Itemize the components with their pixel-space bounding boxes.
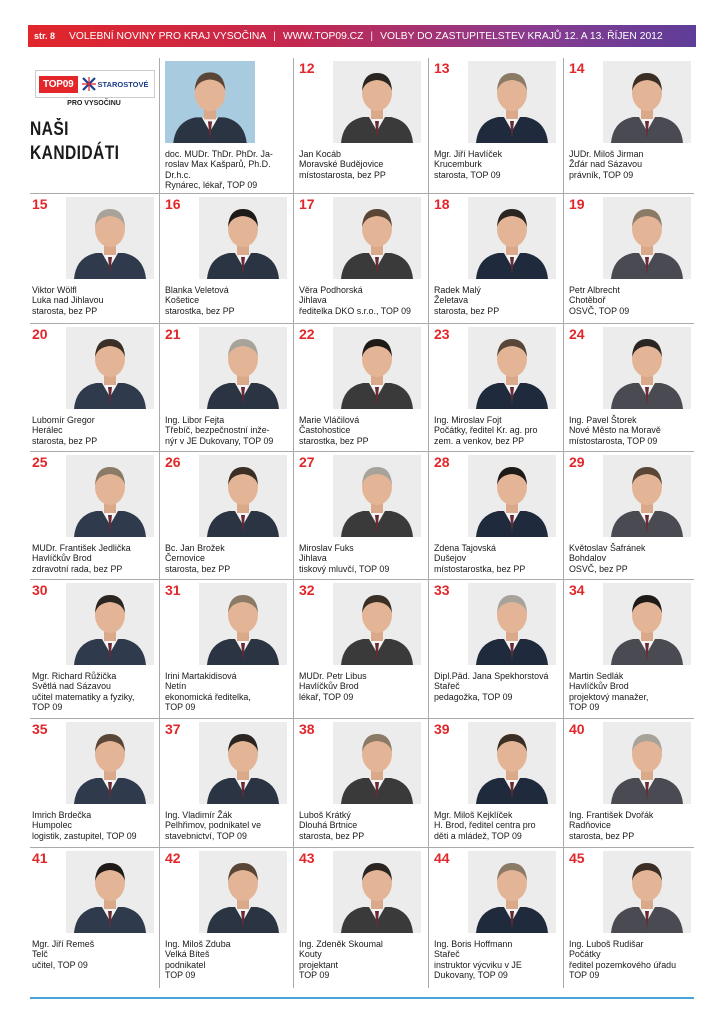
candidate-town: H. Brod, ředitel centra pro — [434, 820, 536, 831]
candidate-number: 18 — [434, 196, 450, 212]
candidate-photo — [468, 327, 556, 409]
candidate-photo — [333, 197, 421, 279]
candidate-card — [297, 851, 429, 981]
candidate-photo — [603, 851, 691, 933]
portrait-icon — [333, 455, 421, 537]
candidate-photo — [199, 455, 287, 537]
portrait-icon — [468, 327, 556, 409]
candidate-town: Radňovice — [569, 820, 611, 831]
candidate-occupation: právník, TOP 09 — [569, 169, 634, 180]
candidate-number: 15 — [32, 196, 48, 212]
candidate-occupation-cont: Rynárec, lékař, TOP 09 — [165, 180, 258, 191]
candidate-number: 13 — [434, 60, 450, 76]
candidate-number: 12 — [299, 60, 315, 76]
portrait-icon — [66, 722, 154, 804]
candidate-name: Ing. Luboš Rudišar — [569, 939, 644, 949]
page-number: str. 8 — [34, 31, 56, 41]
candidate-number: 38 — [299, 721, 315, 737]
candidate-occupation: starosta, bez PP — [569, 830, 635, 841]
portrait-icon — [603, 583, 691, 665]
candidate-name: Jan Kocáb — [299, 149, 341, 159]
candidate-card — [432, 61, 564, 191]
candidate-name: Mgr. Jiří Havlíček — [434, 149, 503, 159]
candidate-occupation: zdravotní rada, bez PP — [32, 563, 123, 574]
candidate-name: Petr Albrecht — [569, 285, 620, 295]
candidate-photo — [199, 722, 287, 804]
portrait-icon — [199, 455, 287, 537]
candidate-photo — [603, 197, 691, 279]
candidate-number: 45 — [569, 850, 585, 866]
candidate-town: Pelhřimov, podnikatel ve — [165, 820, 262, 831]
candidate-card — [163, 327, 295, 457]
page-title-line2: KANDIDÁTI — [30, 143, 120, 164]
candidate-town: Žďár nad Sázavou — [569, 159, 643, 170]
candidate-card — [432, 722, 564, 852]
candidate-name: Ing. Miloš Zduba — [165, 939, 231, 949]
candidate-occupation-cont: TOP 09 — [165, 702, 196, 713]
candidate-number: 42 — [165, 850, 181, 866]
candidate-photo — [468, 722, 556, 804]
candidate-name: Mgr. Richard Růžička — [32, 671, 117, 681]
candidate-photo — [603, 61, 691, 143]
candidate-occupation: Dr.h.c. — [165, 169, 191, 180]
candidate-info — [569, 415, 701, 446]
candidate-number: 19 — [569, 196, 585, 212]
candidate-number: 40 — [569, 721, 585, 737]
candidate-info — [32, 415, 164, 446]
candidate-town: Luka nad Jihlavou — [32, 295, 104, 306]
candidate-town: Humpolec — [32, 820, 72, 831]
candidate-name: Bc. Jan Brožek — [165, 543, 225, 553]
candidate-town: Bohdalov — [569, 553, 607, 564]
candidate-card — [30, 197, 162, 327]
candidate-name: MUDr. František Jedlička — [32, 543, 131, 553]
candidate-info — [434, 810, 566, 841]
candidate-card — [163, 197, 295, 327]
footer-rule — [30, 997, 694, 999]
candidate-number: 35 — [32, 721, 48, 737]
candidate-occupation: zem. a venkov, bez PP — [434, 435, 525, 446]
candidate-info — [434, 415, 566, 446]
candidate-card — [30, 851, 162, 981]
candidate-town: Černovice — [165, 553, 205, 564]
candidate-town: Počátky, ředitel Kr. ag. pro — [434, 425, 538, 436]
candidate-info — [434, 543, 566, 574]
candidate-name: doc. MUDr. ThDr. PhDr. Ja- — [165, 149, 273, 159]
candidate-card — [432, 851, 564, 981]
candidate-photo — [66, 327, 154, 409]
candidate-town: Košetice — [165, 295, 200, 306]
portrait-icon — [468, 61, 556, 143]
candidate-town: Počátky — [569, 949, 601, 960]
portrait-icon — [333, 722, 421, 804]
portrait-icon — [333, 327, 421, 409]
candidate-town: Velká Bíteš — [165, 949, 210, 960]
candidate-info — [32, 543, 164, 574]
candidate-info — [299, 939, 431, 981]
candidate-occupation: místostarosta, bez PP — [299, 169, 386, 180]
candidate-occupation: starostka, bez PP — [165, 305, 235, 316]
candidate-info — [569, 810, 701, 841]
candidate-info — [299, 810, 431, 841]
candidate-info — [32, 810, 164, 841]
candidate-town: Dušejov — [434, 553, 467, 564]
candidate-town: Chotěboř — [569, 295, 606, 306]
candidate-town: Kouty — [299, 949, 322, 960]
portrait-icon — [165, 61, 255, 143]
candidate-town: Častohostice — [299, 425, 351, 436]
candidate-name: Ing. František Dvořák — [569, 810, 654, 820]
candidate-photo — [603, 722, 691, 804]
candidate-occupation: starosta, bez PP — [299, 830, 365, 841]
candidate-number: 27 — [299, 454, 315, 470]
candidate-card — [432, 583, 564, 713]
candidate-town: Havlíčkův Brod — [299, 681, 359, 692]
candidate-photo — [199, 851, 287, 933]
candidate-town: Havlíčkův Brod — [32, 553, 92, 564]
candidate-photo — [468, 197, 556, 279]
candidate-name: Zdena Tajovská — [434, 543, 496, 553]
candidate-name: Ing. Libor Fejta — [165, 415, 225, 425]
candidate-card — [432, 197, 564, 327]
candidate-number: 39 — [434, 721, 450, 737]
candidate-card — [567, 722, 699, 852]
candidate-number: 28 — [434, 454, 450, 470]
candidate-occupation: starosta, bez PP — [32, 305, 98, 316]
candidate-occupation: instruktor výcviku v JE — [434, 959, 522, 970]
candidate-number: 16 — [165, 196, 181, 212]
candidate-number: 25 — [32, 454, 48, 470]
candidate-town: Stařeč — [434, 949, 460, 960]
candidate-number: 41 — [32, 850, 48, 866]
candidate-card — [297, 455, 429, 585]
candidate-card — [567, 455, 699, 585]
portrait-icon — [468, 197, 556, 279]
candidate-number: 23 — [434, 326, 450, 342]
candidate-name: Marie Vláčilová — [299, 415, 360, 425]
candidate-occupation: ekonomická ředitelka, — [165, 691, 251, 702]
candidate-card — [567, 61, 699, 191]
portrait-icon — [199, 327, 287, 409]
candidate-card — [567, 583, 699, 713]
candidate-occupation-cont: TOP 09 — [165, 970, 196, 981]
candidate-town: roslav Max Kašparů, Ph.D. — [165, 159, 271, 170]
candidate-info — [299, 149, 431, 180]
candidate-occupation: OSVČ, TOP 09 — [569, 305, 630, 316]
candidate-occupation-cont: TOP 09 — [569, 970, 600, 981]
candidate-occupation: starosta, bez PP — [165, 563, 231, 574]
candidate-photo — [603, 583, 691, 665]
candidate-info — [165, 415, 297, 446]
portrait-icon — [603, 61, 691, 143]
candidate-occupation: projektant — [299, 959, 338, 970]
row-divider — [30, 193, 694, 194]
candidate-occupation: tiskový mluvčí, TOP 09 — [299, 563, 390, 574]
candidate-name: Blanka Veletová — [165, 285, 229, 295]
candidate-number: 37 — [165, 721, 181, 737]
candidate-number: 22 — [299, 326, 315, 342]
candidate-card — [163, 455, 295, 585]
portrait-icon — [468, 455, 556, 537]
page-title — [30, 118, 119, 166]
candidate-name: MUDr. Petr Libus — [299, 671, 367, 681]
portrait-icon — [333, 851, 421, 933]
candidate-card — [432, 455, 564, 585]
header-separator: | — [370, 30, 374, 42]
candidate-occupation: OSVČ, bez PP — [569, 563, 628, 574]
candidate-card — [30, 722, 162, 852]
candidate-name: JUDr. Miloš Jirman — [569, 149, 644, 159]
candidate-occupation: logistik, zastupitel, TOP 09 — [32, 830, 137, 841]
candidate-photo — [603, 455, 691, 537]
candidate-photo — [468, 851, 556, 933]
party-logo — [35, 70, 155, 98]
header-separator: | — [273, 30, 276, 42]
candidate-town: Krucemburk — [434, 159, 482, 170]
candidate-photo — [165, 61, 255, 143]
candidate-town: Světlá nad Sázavou — [32, 681, 111, 692]
candidate-info — [165, 671, 297, 713]
candidate-name: Ing. Miroslav Fojt — [434, 415, 502, 425]
portrait-icon — [66, 327, 154, 409]
candidate-number: 31 — [165, 582, 181, 598]
candidate-photo — [199, 327, 287, 409]
candidate-card — [163, 583, 295, 713]
candidate-info — [569, 543, 701, 574]
candidate-card — [30, 327, 162, 457]
candidate-name: Ing. Boris Hoffmann — [434, 939, 513, 949]
candidate-name: Miroslav Fuks — [299, 543, 354, 553]
candidate-occupation: ředitelka DKO s.r.o., TOP 09 — [299, 305, 411, 316]
candidate-occupation: lékař, TOP 09 — [299, 691, 354, 702]
candidate-card — [30, 455, 162, 585]
candidate-town: Telč — [32, 949, 48, 960]
portrait-icon — [468, 583, 556, 665]
candidate-name: Věra Podhorská — [299, 285, 363, 295]
header-bar — [28, 25, 696, 47]
candidate-info — [434, 285, 566, 316]
candidate-card — [163, 61, 295, 191]
candidate-number: 29 — [569, 454, 585, 470]
candidate-info — [569, 285, 701, 316]
candidate-name: Mgr. Miloš Kejklíček — [434, 810, 513, 820]
candidate-occupation: učitel, TOP 09 — [32, 959, 88, 970]
portrait-icon — [66, 583, 154, 665]
candidate-number: 17 — [299, 196, 315, 212]
candidate-occupation: ředitel pozemkového úřadu — [569, 959, 677, 970]
candidate-name: Ing. Zdeněk Skoumal — [299, 939, 383, 949]
candidate-occupation: starostka, bez PP — [299, 435, 369, 446]
candidate-card — [297, 197, 429, 327]
candidate-photo — [333, 851, 421, 933]
candidate-name: Ing. Vladimír Žák — [165, 810, 233, 820]
candidate-occupation: učitel matematiky a fyziky, — [32, 691, 135, 702]
candidate-name: Radek Malý — [434, 285, 481, 295]
candidate-card — [567, 327, 699, 457]
candidate-photo — [66, 197, 154, 279]
candidate-info — [32, 939, 164, 970]
candidate-number: 21 — [165, 326, 181, 342]
candidate-info — [569, 149, 701, 180]
candidate-number: 33 — [434, 582, 450, 598]
candidate-town: Havlíčkův Brod — [569, 681, 629, 692]
portrait-icon — [66, 851, 154, 933]
candidate-info — [165, 939, 297, 981]
portrait-icon — [603, 197, 691, 279]
header-website: WWW.TOP09.CZ — [282, 30, 364, 42]
candidate-photo — [333, 327, 421, 409]
portrait-icon — [199, 197, 287, 279]
candidate-occupation-cont: TOP 09 — [32, 702, 63, 713]
candidate-info — [165, 543, 297, 574]
candidate-number: 32 — [299, 582, 315, 598]
portrait-icon — [603, 327, 691, 409]
portrait-icon — [468, 722, 556, 804]
candidate-town: Stařeč — [434, 681, 460, 692]
candidate-town: Třebíč, bezpečnostní inže- — [165, 425, 270, 436]
candidate-number: 34 — [569, 582, 585, 598]
candidate-photo — [603, 327, 691, 409]
candidate-town: Moravské Budějovice — [299, 159, 384, 170]
portrait-icon — [468, 851, 556, 933]
candidate-photo — [199, 583, 287, 665]
candidate-name: Ing. Pavel Štorek — [569, 415, 637, 425]
candidate-card — [297, 583, 429, 713]
candidate-info — [299, 543, 431, 574]
candidate-info — [569, 671, 701, 713]
portrait-icon — [66, 455, 154, 537]
row-divider — [30, 718, 694, 719]
candidate-number: 14 — [569, 60, 585, 76]
header-election-date: VOLBY DO ZASTUPITELSTEV KRAJŮ 12. A 13. ŘÍJEN 2012 — [380, 30, 663, 42]
portrait-icon — [333, 583, 421, 665]
candidate-occupation: stavebnictví, TOP 09 — [165, 830, 247, 841]
candidate-card — [163, 722, 295, 852]
portrait-icon — [333, 61, 421, 143]
candidate-occupation: starosta, TOP 09 — [434, 169, 501, 180]
candidate-info — [299, 285, 431, 316]
candidate-card — [30, 583, 162, 713]
candidate-occupation: projektový manažer, — [569, 691, 649, 702]
candidate-occupation: děti a mládež, TOP 09 — [434, 830, 522, 841]
candidate-town: Nové Město na Moravě — [569, 425, 661, 436]
candidate-name: Mgr. Jiří Remeš — [32, 939, 95, 949]
candidate-occupation: pedagožka, TOP 09 — [434, 691, 513, 702]
header-newspaper-title: VOLEBNÍ NOVINY PRO KRAJ VYSOČINA — [69, 30, 267, 42]
candidate-photo — [66, 851, 154, 933]
candidate-occupation: nýr v JE Dukovany, TOP 09 — [165, 435, 274, 446]
candidate-info — [299, 671, 431, 702]
candidate-town: Netín — [165, 681, 187, 692]
candidate-town: Dlouhá Brtnice — [299, 820, 358, 831]
candidate-card — [163, 851, 295, 981]
portrait-icon — [603, 722, 691, 804]
candidate-occupation: starosta, bez PP — [434, 305, 500, 316]
candidate-photo — [468, 455, 556, 537]
portrait-icon — [66, 197, 154, 279]
page-title-line1: NAŠI — [30, 119, 69, 140]
logo-subtitle: PRO VYSOČINU — [67, 100, 121, 107]
portrait-icon — [603, 851, 691, 933]
candidate-occupation: starosta, bez PP — [32, 435, 98, 446]
candidate-town: Herálec — [32, 425, 63, 436]
candidate-photo — [333, 61, 421, 143]
candidate-info — [165, 285, 297, 316]
candidate-photo — [468, 61, 556, 143]
portrait-icon — [199, 851, 287, 933]
candidate-photo — [66, 722, 154, 804]
candidate-occupation: místostarostka, bez PP — [434, 563, 526, 574]
candidate-card — [297, 61, 429, 191]
candidate-name: Irini Martakidisová — [165, 671, 237, 681]
candidate-info — [165, 810, 297, 841]
candidate-photo — [199, 197, 287, 279]
candidate-town: Jihlava — [299, 295, 327, 306]
candidate-info — [434, 149, 566, 180]
candidate-occupation-cont: TOP 09 — [569, 702, 600, 713]
portrait-icon — [603, 455, 691, 537]
candidate-photo — [333, 583, 421, 665]
portrait-icon — [199, 583, 287, 665]
candidate-info — [32, 285, 164, 316]
portrait-icon — [333, 197, 421, 279]
stan-logo-text: STAROSTOVÉ — [97, 79, 149, 89]
candidate-info — [165, 149, 297, 191]
candidate-town: Želetava — [434, 295, 469, 306]
candidate-card — [297, 722, 429, 852]
candidate-occupation-cont: TOP 09 — [299, 970, 330, 981]
candidate-photo — [66, 455, 154, 537]
candidate-number: 43 — [299, 850, 315, 866]
candidate-town: Jihlava — [299, 553, 327, 564]
candidate-number: 44 — [434, 850, 450, 866]
candidate-photo — [333, 722, 421, 804]
candidate-number: 30 — [32, 582, 48, 598]
candidate-photo — [468, 583, 556, 665]
candidate-name: Martin Sedlák — [569, 671, 624, 681]
candidate-photo — [333, 455, 421, 537]
portrait-icon — [199, 722, 287, 804]
candidate-photo — [66, 583, 154, 665]
top09-logo: TOP09 — [39, 76, 78, 93]
candidate-number: 24 — [569, 326, 585, 342]
candidate-occupation: místostarosta, TOP 09 — [569, 435, 658, 446]
candidate-card — [567, 197, 699, 327]
candidate-occupation-cont: Dukovany, TOP 09 — [434, 970, 508, 981]
candidate-info — [32, 671, 164, 713]
candidate-info — [569, 939, 701, 981]
candidate-name: Lubomír Gregor — [32, 415, 95, 425]
candidate-card — [432, 327, 564, 457]
candidate-name: Viktor Wölfl — [32, 285, 77, 295]
candidate-number: 26 — [165, 454, 181, 470]
candidate-name: Imrich Brdečka — [32, 810, 92, 820]
candidate-occupation: podnikatel — [165, 959, 206, 970]
candidate-name: Luboš Krátký — [299, 810, 351, 820]
candidate-card — [567, 851, 699, 981]
candidate-name: Dipl.Päd. Jana Spekhorstová — [434, 671, 549, 681]
candidate-info — [299, 415, 431, 446]
candidate-info — [434, 939, 566, 981]
stan-logo-icon — [82, 77, 96, 91]
candidate-card — [297, 327, 429, 457]
candidate-info — [434, 671, 566, 702]
candidate-number: 20 — [32, 326, 48, 342]
candidate-name: Květoslav Šafránek — [569, 543, 646, 553]
